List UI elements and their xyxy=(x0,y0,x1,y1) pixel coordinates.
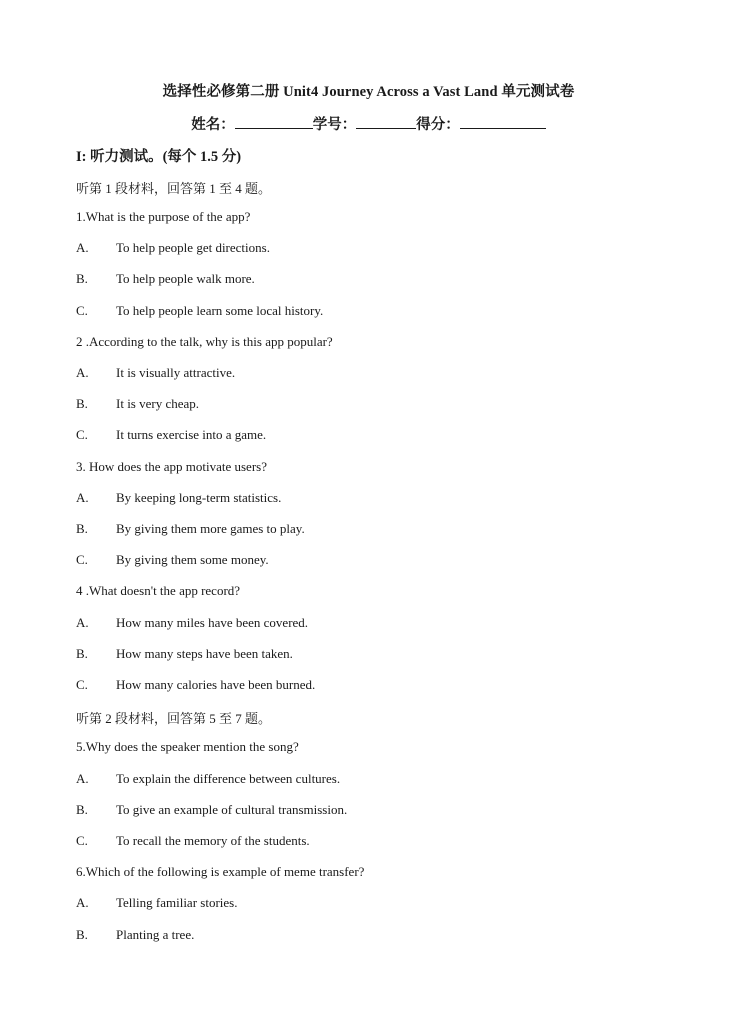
group-instruction: 听第 1 段材料，回答第 1 至 4 题。 xyxy=(76,181,272,196)
name-blank[interactable] xyxy=(235,118,313,129)
option-label: A. xyxy=(76,895,89,910)
q4-option-a xyxy=(76,615,308,631)
option-label: B. xyxy=(76,396,88,411)
q6-option-a xyxy=(76,895,237,911)
option-label: A. xyxy=(76,771,89,786)
option-label: A. xyxy=(76,490,89,505)
option-label: A. xyxy=(76,365,89,380)
question-1: 1.What is the purpose of the app? xyxy=(76,209,251,224)
option-text: To explain the difference between cultures. xyxy=(116,771,341,786)
q2-option-b xyxy=(76,396,199,412)
id-label: 学号： xyxy=(312,117,357,133)
question-6: 6.Which of the following is example of meme transfer? xyxy=(76,864,365,879)
q1-option-c xyxy=(76,303,323,319)
q2-option-a xyxy=(76,365,235,381)
option-label: C. xyxy=(76,303,88,318)
option-label: A. xyxy=(76,240,89,255)
q5-option-a xyxy=(76,771,340,787)
option-text: To give an example of cultural transmission. xyxy=(116,802,348,817)
option-label: B. xyxy=(76,646,88,661)
name-label: 姓名： xyxy=(191,117,235,133)
option-text: To help people learn some local history. xyxy=(116,303,324,318)
q3-option-a xyxy=(76,490,281,506)
option-label: C. xyxy=(76,552,88,567)
q6-option-b xyxy=(76,927,194,943)
option-text: To recall the memory of the students. xyxy=(116,833,310,848)
exam-title: 选择性必修第二册 Unit4 Journey Across a Vast Land 单元测试卷 xyxy=(162,84,575,100)
q1-option-a xyxy=(76,240,270,256)
option-label: C. xyxy=(76,427,88,442)
q3-option-b xyxy=(76,521,305,537)
option-label: C. xyxy=(76,677,88,692)
option-text: It turns exercise into a game. xyxy=(116,427,267,442)
option-text: How many steps have been taken. xyxy=(116,646,293,661)
q3-option-c xyxy=(76,552,269,568)
question-3: 3. How does the app motivate users? xyxy=(76,459,267,474)
q2-option-c xyxy=(76,427,266,443)
option-label: B. xyxy=(76,521,88,536)
question-4: 4 .What doesn't the app record? xyxy=(76,583,241,598)
id-blank[interactable] xyxy=(356,118,416,129)
group-instruction: 听第 2 段材料，回答第 5 至 7 题。 xyxy=(76,711,272,726)
option-text: It is very cheap. xyxy=(116,396,200,411)
question-5: 5.Why does the speaker mention the song? xyxy=(76,739,299,754)
option-text: By giving them some money. xyxy=(116,552,269,567)
option-text: Telling familiar stories. xyxy=(116,895,238,910)
option-text: By keeping long-term statistics. xyxy=(116,490,282,505)
q4-option-b xyxy=(76,646,293,662)
option-text: To help people get directions. xyxy=(116,240,270,255)
option-label: A. xyxy=(76,615,89,630)
q5-option-c xyxy=(76,833,310,849)
option-label: B. xyxy=(76,927,88,942)
section-heading: I: 听力测试。(每个 1.5 分) xyxy=(76,149,242,165)
score-label: 得分： xyxy=(416,117,460,133)
q4-option-c xyxy=(76,677,315,693)
score-blank[interactable] xyxy=(460,118,546,129)
option-text: By giving them more games to play. xyxy=(116,521,305,536)
option-text: How many miles have been covered. xyxy=(116,615,309,630)
option-label: C. xyxy=(76,833,88,848)
q1-option-b xyxy=(76,271,255,287)
student-info-line xyxy=(0,113,737,134)
option-text: How many calories have been burned. xyxy=(116,677,316,692)
option-text: It is visually attractive. xyxy=(116,365,236,380)
option-label: B. xyxy=(76,802,88,817)
q5-option-b xyxy=(76,802,347,818)
question-2: 2 .According to the talk, why is this app popular? xyxy=(76,334,333,349)
option-text: To help people walk more. xyxy=(116,271,255,286)
option-label: B. xyxy=(76,271,88,286)
option-text: Planting a tree. xyxy=(116,927,195,942)
